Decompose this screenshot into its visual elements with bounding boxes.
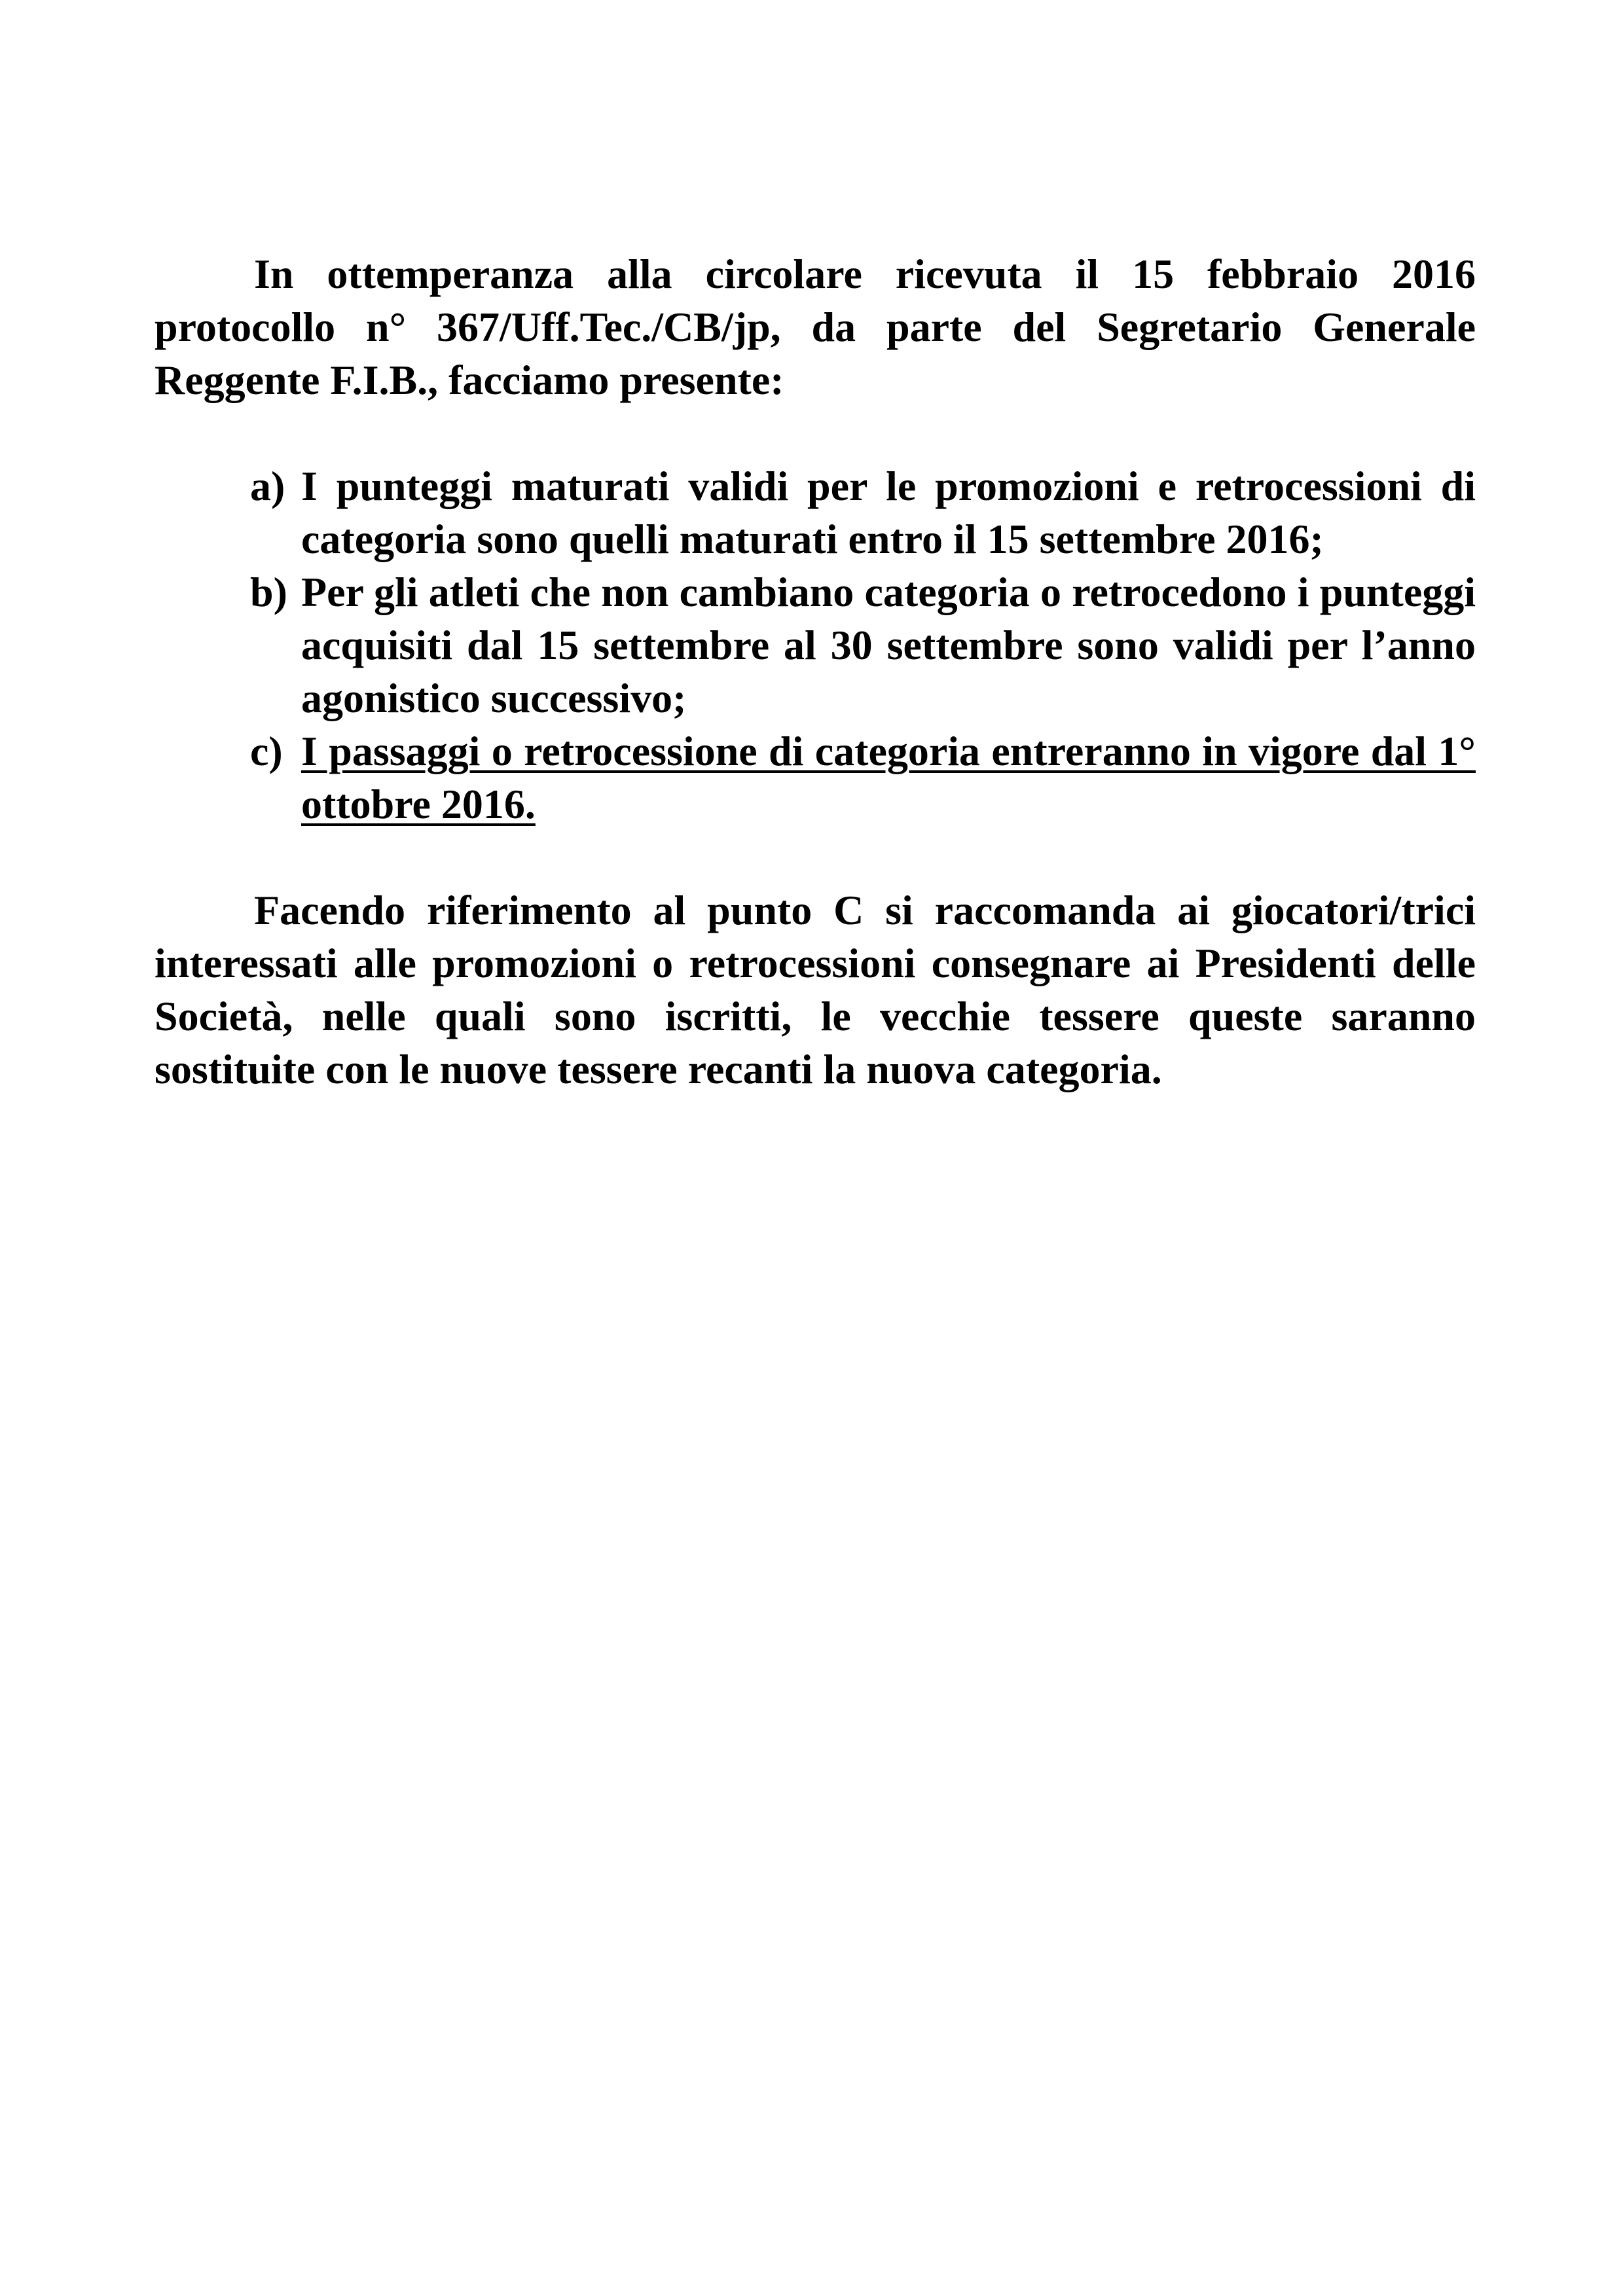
list-item-b xyxy=(155,565,1476,725)
list-text-a: I punteggi maturati validi per le promozioni e retrocessioni di categoria sono quelli maturati entro il 15 settembre 2016; xyxy=(301,463,1476,562)
list-text-c: I passaggi o retrocessione di categoria entreranno in vigore dal 1° ottobre 2016. xyxy=(301,728,1476,827)
list-item-a xyxy=(155,459,1476,565)
intro-paragraph: In ottemperanza alla circolare ricevuta il 15 febbraio 2016 protocollo n° 367/Uff.Tec./CB/jp, da parte del Segretario Generale Reggente F.I.B., facciamo presente: xyxy=(155,251,1476,403)
document-page xyxy=(155,247,1476,1096)
points-list xyxy=(155,459,1476,831)
closing-paragraph: Facendo riferimento al punto C si raccomanda ai giocatori/trici interessati alle promozioni o retrocessioni consegnare ai Presidenti delle Società, nelle quali sono iscritti, le vecchie tessere queste saranno sostituite con le nuove tessere recanti la nuova categoria. xyxy=(155,887,1476,1092)
list-marker-b: b) xyxy=(250,569,287,615)
list-item-c xyxy=(155,725,1476,831)
list-text-b: Per gli atleti che non cambiano categoria o retrocedono i punteggi acquisiti dal 15 settembre al 30 settembre sono validi per l’anno agonistico successivo; xyxy=(301,569,1476,721)
list-marker-a: a) xyxy=(250,463,285,509)
list-marker-c: c) xyxy=(250,728,283,774)
